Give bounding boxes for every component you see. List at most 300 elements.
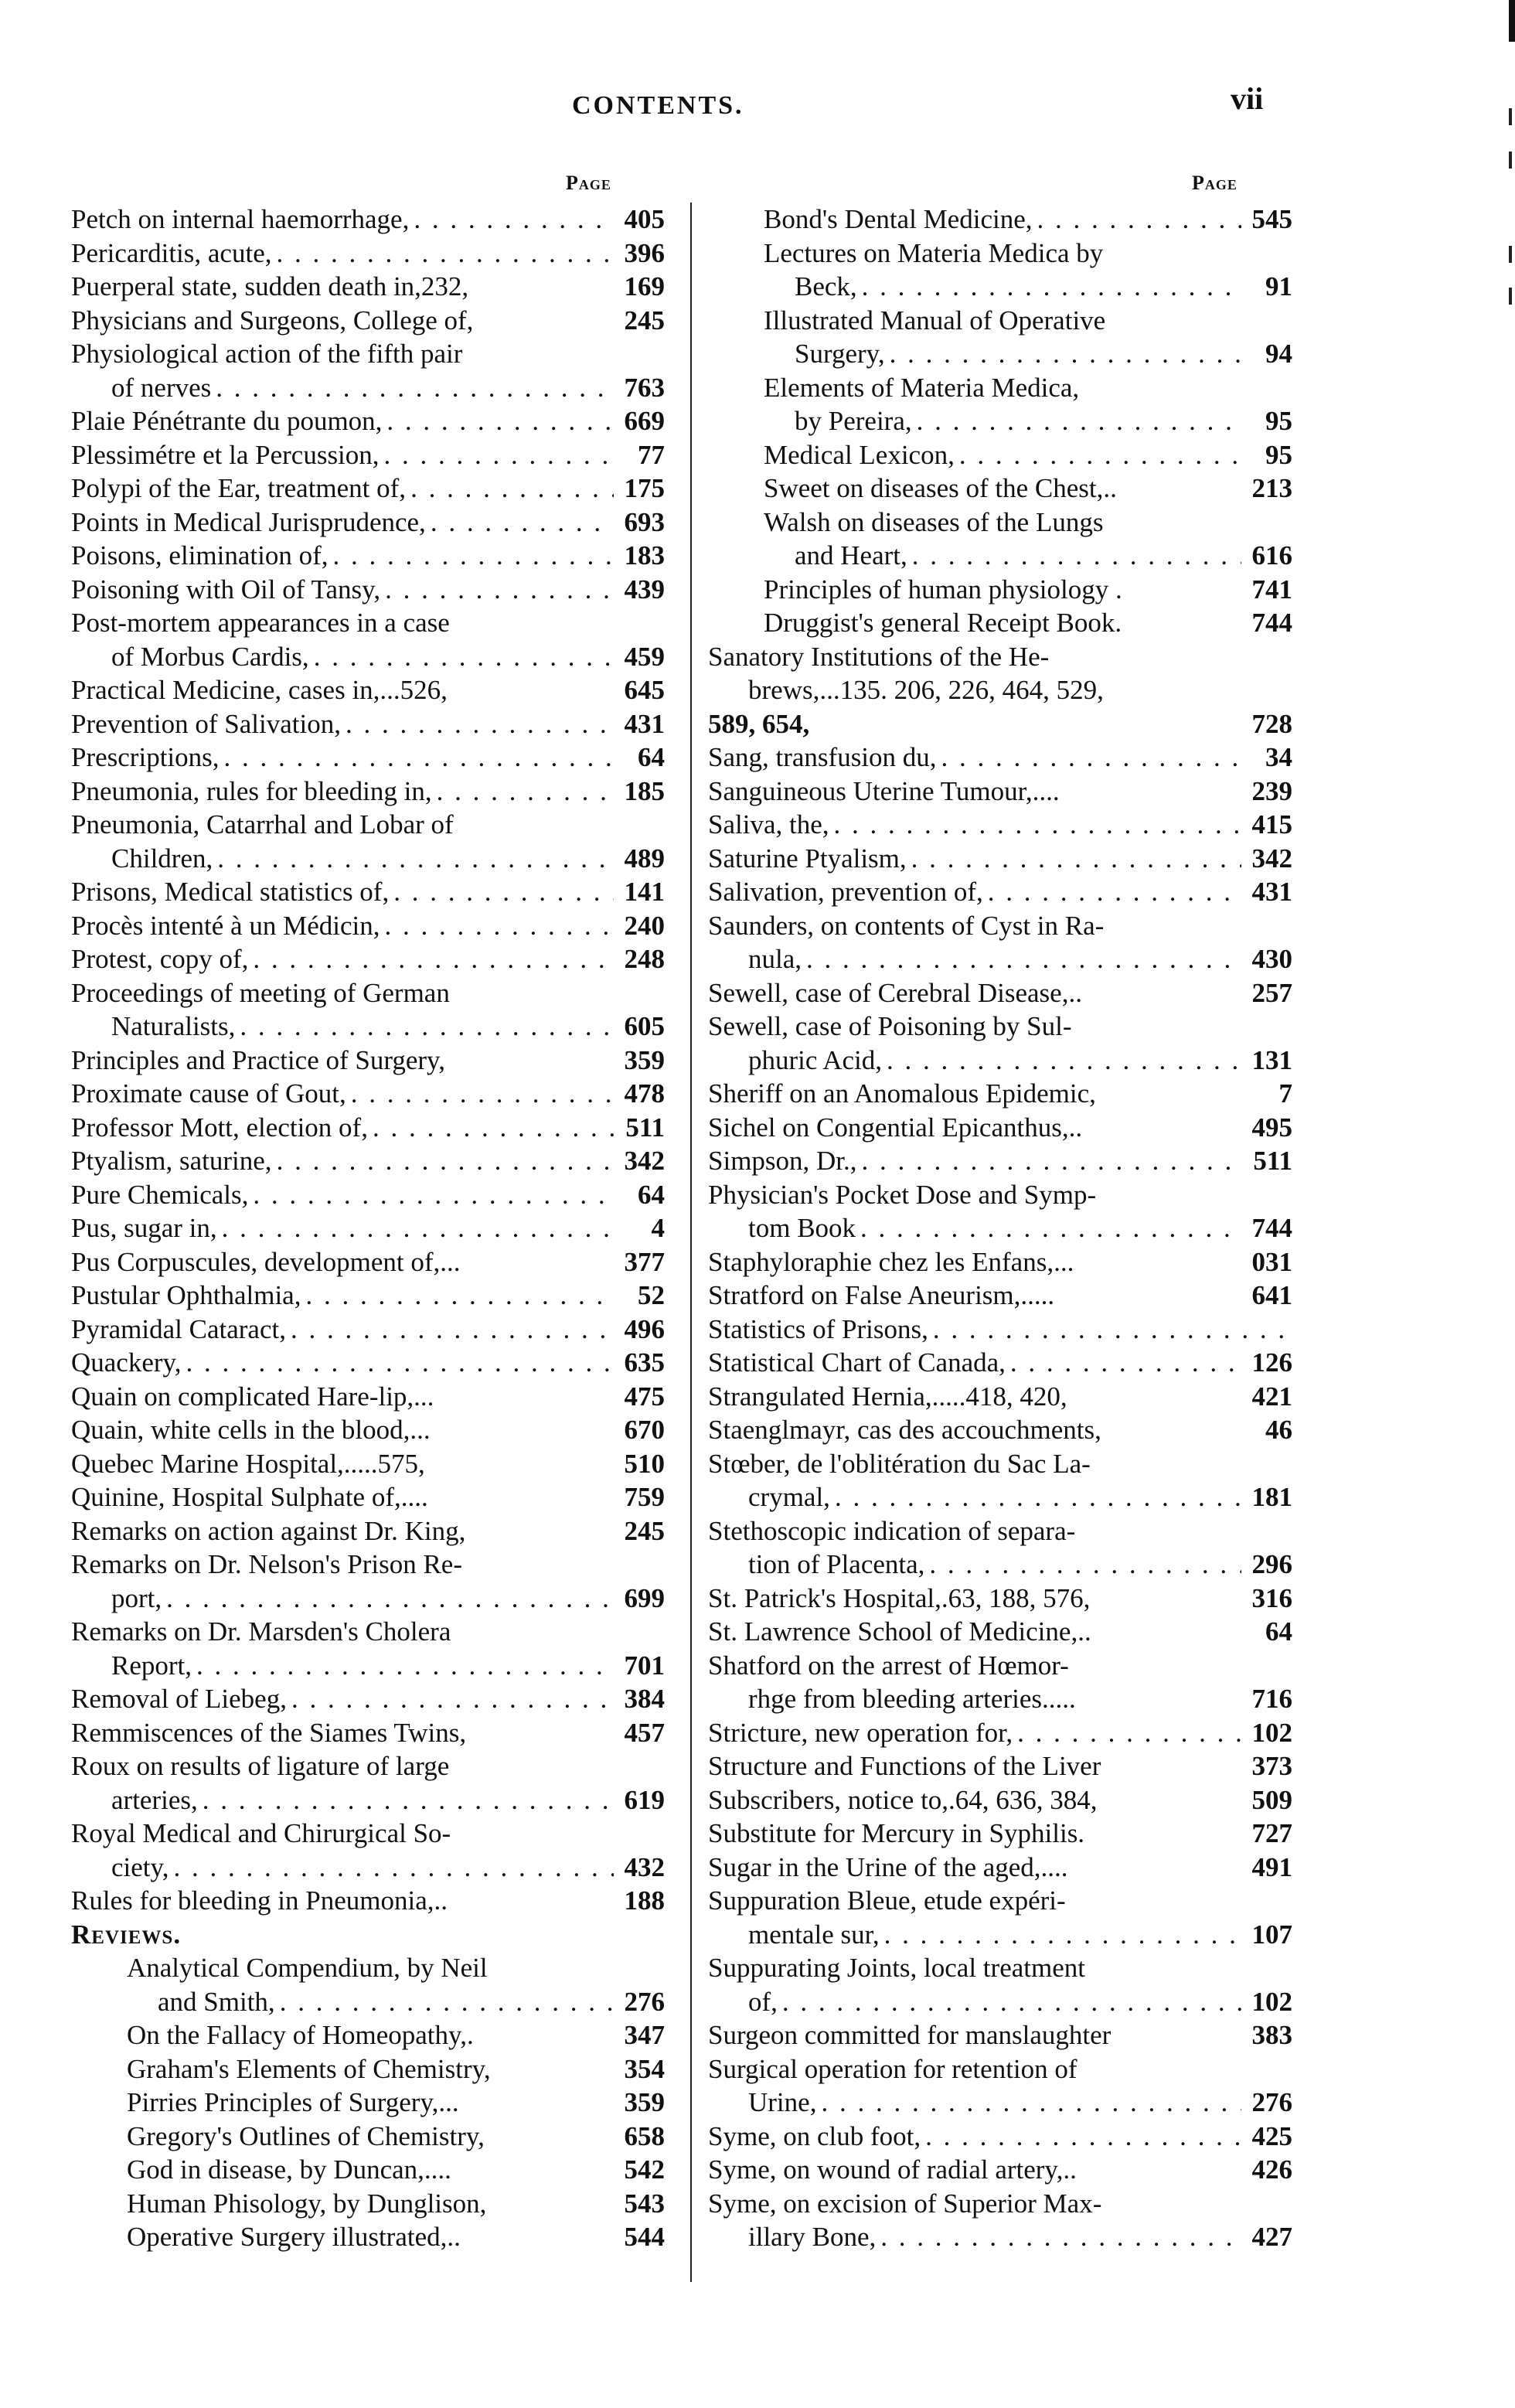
index-entry-line [708, 1211, 1292, 1245]
entry-text: Saunders, on contents of Cyst in Ra- [708, 910, 1105, 941]
page-reference: 373 [1251, 1751, 1292, 1781]
entry-text: Stratford on False Aneurism,..... [708, 1280, 1055, 1310]
page-reference: 181 [1251, 1482, 1292, 1512]
page-number: vii [1231, 81, 1264, 116]
page-reference: 359 [624, 2087, 665, 2117]
dot-leader [860, 1211, 1241, 1245]
page-reference: 421 [1251, 1381, 1292, 1412]
index-entry-line [71, 1211, 665, 1245]
entry-text: by Pereira, [795, 406, 912, 436]
page-reference: 496 [624, 1313, 665, 1344]
index-entry-line [708, 203, 1292, 237]
entry-text: Sang, transfusion du, [708, 742, 937, 772]
index-entry-line [71, 1044, 665, 1078]
index-entry-line [708, 1716, 1292, 1750]
index-entry-line [71, 1111, 665, 1145]
index-entry-line [71, 573, 665, 607]
index-entry-line [708, 1077, 1292, 1111]
index-entry-line [708, 1649, 1292, 1683]
index-entry-line [71, 1716, 665, 1750]
entry-text: of Morbus Cardis, [111, 641, 309, 672]
entry-text: On the Fallacy of Homeopathy,. [127, 2020, 474, 2050]
page-reference: 64 [638, 1179, 665, 1210]
entry-text: Removal of Liebeg, [71, 1684, 287, 1714]
dot-leader [186, 1346, 614, 1380]
entry-text: Surgery, [795, 339, 885, 369]
page-reference: 491 [1251, 1851, 1292, 1882]
index-entry-line [708, 2153, 1292, 2187]
page-reference: 457 [624, 1717, 665, 1748]
index-entry-line [708, 673, 1292, 707]
index-entry-line [708, 2120, 1292, 2154]
dot-leader [174, 1851, 615, 1885]
index-entry-line [71, 775, 665, 809]
entry-text: Post-mortem appearances in a case [71, 608, 450, 638]
entry-text: Pericarditis, acute, [71, 237, 272, 268]
page-reference: 52 [638, 1280, 665, 1310]
page-reference: 102 [1251, 1717, 1292, 1748]
page-reference: 545 [1251, 204, 1292, 234]
entry-text: St. Patrick's Hospital,.63, 188, 576, [708, 1582, 1091, 1613]
index-entry-line [71, 472, 665, 506]
entry-text: Children, [111, 843, 213, 874]
entry-text: Points in Medical Jurisprudence, [71, 506, 426, 537]
page-reference: 77 [638, 439, 665, 470]
entry-text: Surgical operation for retention of [708, 2053, 1078, 2084]
page-reference: 131 [1251, 1044, 1292, 1075]
index-entry-line [708, 1279, 1292, 1313]
index-entry-line [71, 707, 665, 741]
entry-text: Strangulated Hernia,.....418, 420, [708, 1381, 1067, 1412]
entry-text: Pure Chemicals, [71, 1179, 249, 1210]
index-entry-line [71, 976, 665, 1010]
index-entry-line [71, 1077, 665, 1111]
index-entry-line [71, 1582, 665, 1616]
page-reference: 542 [624, 2154, 665, 2185]
dot-leader [166, 1582, 614, 1616]
index-entry-line [71, 1279, 665, 1313]
index-entry-line [708, 1480, 1292, 1514]
index-entry-line [71, 404, 665, 438]
index-entry-line [708, 472, 1292, 506]
index-column-right [708, 203, 1292, 2254]
dot-leader [351, 1077, 614, 1111]
index-entry-line [71, 1010, 665, 1044]
entry-text: Surgeon committed for manslaughter [708, 2020, 1112, 2050]
index-entry-line [71, 2018, 665, 2052]
index-entry-line [708, 741, 1292, 775]
entry-text: rhge from bleeding arteries..... [748, 1684, 1076, 1714]
index-entry-line [708, 1817, 1292, 1851]
page-edge-tick [1509, 288, 1512, 305]
entry-text: Druggist's general Receipt Book. [764, 608, 1122, 638]
page-reference: 34 [1265, 742, 1292, 772]
entry-text: Simpson, Dr., [708, 1146, 857, 1176]
dot-leader [884, 1918, 1241, 1952]
page-reference: 276 [1251, 2087, 1292, 2117]
index-entry-line [708, 1413, 1292, 1447]
page-reference: 316 [1251, 1582, 1292, 1613]
index-entry-line [708, 1245, 1292, 1279]
page-reference: 95 [1265, 406, 1292, 436]
entry-text: Statistics of Prisons, [708, 1313, 928, 1344]
page-reference: 342 [1251, 843, 1292, 874]
entry-text: Saliva, the, [708, 809, 829, 840]
page-reference: 185 [624, 775, 665, 806]
page-reference: 427 [1251, 2222, 1292, 2252]
dot-leader [410, 472, 614, 506]
dot-leader [314, 640, 614, 674]
dot-leader [203, 1783, 614, 1817]
index-entry-line [71, 1951, 665, 1985]
page-reference: 741 [1251, 574, 1292, 605]
dot-leader [862, 1144, 1241, 1178]
entry-text: Elements of Materia Medica, [764, 372, 1080, 403]
entry-text: Proceedings of meeting of German [71, 977, 450, 1008]
entry-text: brews,...135. 206, 226, 464, 529, [748, 675, 1104, 705]
entry-text: Staphyloraphie chez les Enfans,... [708, 1246, 1074, 1277]
entry-text: Medical Lexicon, [764, 439, 955, 470]
page-reference: 670 [624, 1415, 665, 1445]
dot-leader [414, 203, 614, 237]
index-entry-line [71, 1749, 665, 1783]
entry-text: Substitute for Mercury in Syphilis. [708, 1818, 1085, 1848]
left-column-page-label: Page [566, 172, 611, 194]
page-reference: 425 [1251, 2120, 1292, 2151]
index-entry-line [71, 606, 665, 640]
page-reference: 354 [624, 2053, 665, 2084]
dot-leader [821, 2086, 1241, 2120]
index-entry-line [71, 1346, 665, 1380]
entry-text: St. Lawrence School of Medicine,.. [708, 1616, 1091, 1647]
page-reference: 669 [624, 406, 665, 436]
index-entry-line [71, 1649, 665, 1683]
entry-text: Beck, [795, 271, 857, 301]
page-reference: 359 [624, 1044, 665, 1075]
page-reference: 183 [624, 540, 665, 570]
dot-leader [835, 1480, 1241, 1514]
entry-text: Remmiscences of the Siames Twins, [71, 1717, 467, 1748]
index-entry-line [71, 438, 665, 472]
index-entry-line [708, 1111, 1292, 1145]
page-reference: 763 [624, 372, 665, 403]
entry-text: Sewell, case of Cerebral Disease,.. [708, 977, 1082, 1008]
entry-text: Quebec Marine Hospital,.....575, [71, 1448, 425, 1479]
entry-text: Plaie Pénétrante du poumon, [71, 406, 383, 436]
entry-text: Roux on results of ligature of large [71, 1751, 450, 1781]
entry-text: Quain, white cells in the blood,... [71, 1415, 431, 1445]
index-entry-line [708, 942, 1292, 976]
index-entry-line [708, 1749, 1292, 1783]
index-entry-line [708, 2187, 1292, 2221]
index-entry-line [71, 741, 665, 775]
index-entry-line [71, 337, 665, 371]
index-entry-line [708, 304, 1292, 338]
index-entry-line [71, 1245, 665, 1279]
dot-leader [253, 942, 614, 976]
entry-text: Analytical Compendium, by Neil [127, 1953, 488, 1983]
page-reference: 240 [624, 910, 665, 941]
index-entry-line [708, 404, 1292, 438]
index-entry-line [708, 506, 1292, 540]
page-reference: 495 [1251, 1112, 1292, 1143]
index-entry-line [71, 673, 665, 707]
index-entry-line [71, 2220, 665, 2254]
page-reference: 107 [1251, 1919, 1292, 1950]
dot-leader [925, 2120, 1241, 2154]
entry-text: of, [748, 1986, 778, 2017]
entry-text: Remarks on action against Dr. King, [71, 1515, 466, 1546]
index-entry-line [708, 1144, 1292, 1178]
dot-leader [240, 1010, 614, 1044]
entry-text: Graham's Elements of Chemistry, [127, 2053, 491, 2084]
index-entry-line [71, 1817, 665, 1851]
entry-text: Proximate cause of Gout, [71, 1078, 346, 1109]
column-divider [690, 203, 692, 2282]
index-entry-line [708, 1178, 1292, 1212]
entry-text: Prevention of Salivation, [71, 708, 341, 739]
entry-text: Syme, on excision of Superior Max- [708, 2188, 1102, 2219]
page-reference: 744 [1251, 1213, 1292, 1243]
entry-text: Walsh on diseases of the Lungs [764, 506, 1104, 537]
index-entry-line [71, 2052, 665, 2086]
index-entry-line [708, 270, 1292, 304]
entry-text: Structure and Functions of the Liver [708, 1751, 1101, 1781]
index-entry-line [708, 1783, 1292, 1817]
entry-text: Rules for bleeding in Pneumonia,.. [71, 1885, 448, 1916]
entry-text: Pus Corpuscules, development of,... [71, 1246, 461, 1277]
index-entry-line [708, 1380, 1292, 1414]
index-entry-line [71, 539, 665, 573]
index-entry-line [708, 1514, 1292, 1548]
index-entry-line [71, 270, 665, 304]
index-entry-line [708, 1447, 1292, 1481]
dot-leader [959, 438, 1241, 472]
entry-text: Shatford on the arrest of Hœmor- [708, 1650, 1069, 1681]
entry-text: Quain on complicated Hare-lip,... [71, 1381, 434, 1412]
index-entry-line [71, 237, 665, 271]
page-reference: 46 [1265, 1415, 1292, 1445]
page-reference: 213 [1251, 473, 1292, 503]
page-edge-tick [1509, 152, 1512, 169]
page-reference: 716 [1251, 1684, 1292, 1714]
entry-text: Pneumonia, Catarrhal and Lobar of [71, 809, 454, 840]
index-entry-line [71, 1514, 665, 1548]
dot-leader [196, 1649, 614, 1683]
entry-text: Pneumonia, rules for bleeding in, [71, 775, 432, 806]
entry-text: and Smith, [158, 1986, 275, 2017]
page-reference: 658 [624, 2120, 665, 2151]
index-entry-line [71, 2120, 665, 2154]
page-edge-tick [1509, 108, 1512, 125]
entry-text: Sweet on diseases of the Chest,.. [764, 473, 1117, 503]
entry-text: Pustular Ophthalmia, [71, 1280, 301, 1310]
dot-leader [346, 707, 614, 741]
entry-text: Ptyalism, saturine, [71, 1146, 272, 1176]
page-reference: 459 [624, 641, 665, 672]
index-entry-line [708, 1582, 1292, 1616]
dot-leader [437, 775, 614, 809]
index-entry-line [71, 304, 665, 338]
page-reference: 478 [624, 1078, 665, 1109]
page-reference: 641 [1251, 1280, 1292, 1310]
entry-text: Poisoning with Oil of Tansy, [71, 574, 381, 605]
dot-leader [386, 404, 614, 438]
entry-text: Naturalists, [111, 1011, 236, 1041]
index-entry-line [708, 337, 1292, 371]
dot-leader [393, 875, 614, 909]
page-reference: 257 [1251, 977, 1292, 1008]
index-entry-line [708, 1313, 1292, 1347]
dot-leader [431, 506, 614, 540]
entry-text: phuric Acid, [748, 1044, 883, 1075]
entry-text: Operative Surgery illustrated,.. [127, 2222, 461, 2252]
dot-leader [834, 808, 1242, 842]
page-reference: 544 [624, 2222, 665, 2252]
index-entry-line [71, 1413, 665, 1447]
entry-text: Stœber, de l'oblitération du Sac La- [708, 1448, 1091, 1479]
page-reference: 94 [1265, 339, 1292, 369]
entry-text: Poisons, elimination of, [71, 540, 329, 570]
dot-leader [305, 1279, 614, 1313]
entry-text: Stricture, new operation for, [708, 1717, 1013, 1748]
entry-text: Puerperal state, sudden death in,232, [71, 271, 469, 301]
page-reference: 031 [1251, 1246, 1292, 1277]
entry-text: Sichel on Congential Epicanthus,.. [708, 1112, 1083, 1143]
dot-leader [384, 909, 614, 943]
entry-text: Reviews. [71, 1919, 182, 1950]
entry-text: Pus, sugar in, [71, 1213, 217, 1243]
right-column-page-label: Page [1192, 172, 1238, 194]
entry-text: Royal Medical and Chirurgical So- [71, 1818, 451, 1848]
dot-leader [1010, 1346, 1241, 1380]
page-reference: 188 [624, 1885, 665, 1916]
dot-leader [933, 1313, 1288, 1347]
entry-text: Physicians and Surgeons, College of, [71, 305, 474, 335]
entry-text: Bond's Dental Medicine, [764, 204, 1033, 234]
entry-text: Remarks on Dr. Nelson's Prison Re- [71, 1549, 462, 1579]
page-reference: 384 [624, 1684, 665, 1714]
entry-text: Professor Mott, election of, [71, 1112, 368, 1143]
entry-text: Saturine Ptyalism, [708, 843, 907, 874]
index-column-left [71, 203, 665, 2254]
dot-leader [333, 539, 615, 573]
entry-text: Sanatory Institutions of the He- [708, 641, 1050, 672]
entry-text: ciety, [111, 1851, 169, 1882]
entry-text: Salivation, prevention of, [708, 877, 983, 907]
index-entry-line [71, 1884, 665, 1918]
entry-text: Pyramidal Cataract, [71, 1313, 286, 1344]
index-entry-line [71, 1985, 665, 2019]
entry-text: Lectures on Materia Medica by [764, 237, 1104, 268]
index-entry-line [708, 539, 1292, 573]
entry-text: Report, [111, 1650, 192, 1681]
index-entry-line [708, 1044, 1292, 1078]
page-reference: 347 [624, 2020, 665, 2050]
entry-text: Prisons, Medical statistics of, [71, 877, 390, 907]
page-reference: 431 [624, 708, 665, 739]
entry-text: Sheriff on an Anomalous Epidemic, [708, 1078, 1096, 1109]
index-entry-line [708, 237, 1292, 271]
dot-leader [941, 741, 1241, 775]
page-reference: 342 [624, 1146, 665, 1176]
dot-leader [222, 1211, 614, 1245]
entry-text: Illustrated Manual of Operative [764, 305, 1106, 335]
index-entry-line [708, 1682, 1292, 1716]
entry-text: Gregory's Outlines of Chemistry, [127, 2120, 485, 2151]
index-entry-line [71, 1144, 665, 1178]
index-entry-line [71, 1178, 665, 1212]
index-entry-line [708, 1346, 1292, 1380]
index-entry-line [708, 371, 1292, 405]
dot-leader [384, 438, 614, 472]
entry-text: mentale sur, [748, 1919, 880, 1950]
index-entry-line [708, 842, 1292, 876]
entry-text: Staenglmayr, cas des accouchments, [708, 1415, 1101, 1445]
dot-leader [291, 1313, 614, 1347]
entry-text: Sugar in the Urine of the aged,.... [708, 1851, 1068, 1882]
page-reference: 415 [1251, 809, 1292, 840]
index-entry-line [71, 808, 665, 842]
index-entry-line [71, 203, 665, 237]
page-reference: 616 [1251, 540, 1292, 570]
page-reference: 543 [624, 2188, 665, 2219]
dot-leader [890, 337, 1241, 371]
dot-leader [373, 1111, 614, 1145]
entry-text: arteries, [111, 1784, 198, 1815]
index-entry-line [708, 2018, 1292, 2052]
page-reference: 431 [1251, 877, 1292, 907]
page-reference: 64 [1265, 1616, 1292, 1647]
page-reference: 511 [625, 1112, 665, 1143]
entry-text: Suppurating Joints, local treatment [708, 1953, 1085, 1983]
entry-text: God in disease, by Duncan,.... [127, 2154, 451, 2185]
entry-text: Syme, on club foot, [708, 2120, 921, 2151]
entry-text: nula, [748, 944, 802, 974]
dot-leader [887, 1044, 1241, 1078]
page-edge-mark [1509, 0, 1515, 42]
entry-text: Urine, [748, 2087, 817, 2117]
page-reference: 693 [624, 506, 665, 537]
entry-text: Stethoscopic indication of separa- [708, 1515, 1076, 1546]
index-entry-line [71, 2153, 665, 2187]
index-entry-line [71, 842, 665, 876]
index-entry-line [708, 2086, 1292, 2120]
dot-leader [277, 1144, 614, 1178]
entry-text: Physiological action of the fifth pair [71, 339, 463, 369]
index-entry-line [71, 942, 665, 976]
page-reference: 276 [624, 1986, 665, 2017]
page-reference: 619 [624, 1784, 665, 1815]
dot-leader [217, 842, 614, 876]
dot-leader [224, 741, 614, 775]
entry-text: Petch on internal haemorrhage, [71, 204, 410, 234]
index-entry-line [708, 775, 1292, 809]
page-reference: 699 [624, 1582, 665, 1613]
page-reference: 383 [1251, 2020, 1292, 2050]
entry-text: Syme, on wound of radial artery,.. [708, 2154, 1077, 2185]
dot-leader [216, 371, 614, 405]
index-entry-line [708, 438, 1292, 472]
page-reference: 509 [1251, 1784, 1292, 1815]
entry-text: Sewell, case of Poisoning by Sul- [708, 1011, 1072, 1041]
dot-leader [929, 1548, 1241, 1582]
index-entry-line [71, 1548, 665, 1582]
dot-leader [276, 237, 614, 271]
index-entry-line [71, 1615, 665, 1649]
index-entry-line [71, 875, 665, 909]
index-entry-line [71, 1313, 665, 1347]
